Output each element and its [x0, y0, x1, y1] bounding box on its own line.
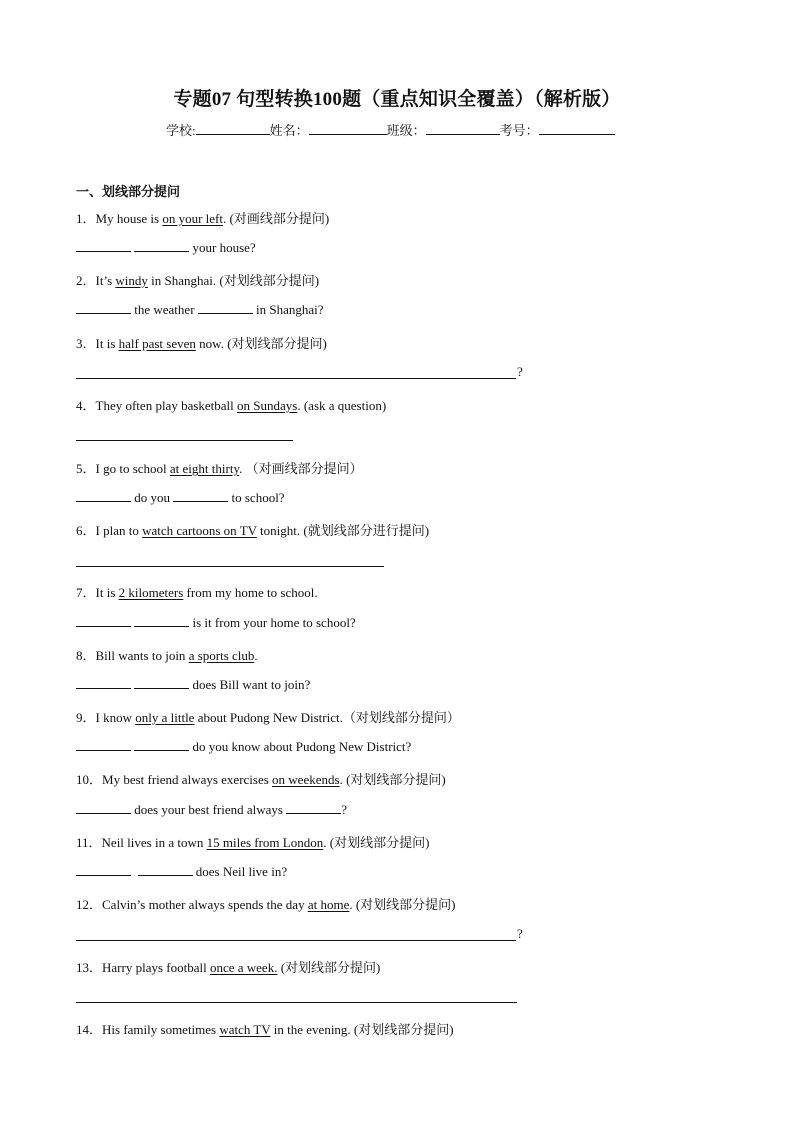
answer-5: do you to school? — [76, 489, 285, 506]
answer-blank[interactable] — [286, 801, 341, 814]
question-5: 5．I go to school at eight thirty. （对画线部分提问） — [76, 461, 363, 476]
underlined-phrase: watch cartoons on TV — [142, 523, 257, 538]
answer-blank[interactable] — [134, 738, 189, 751]
student-info-line — [166, 120, 615, 139]
answer-line-13[interactable] — [76, 1002, 517, 1003]
question-2: 2．It’s windy in Shanghai. (对划线部分提问) — [76, 273, 320, 288]
underlined-phrase: on your left — [162, 211, 223, 226]
question-9: 9．I know only a little about Pudong New District.（对划线部分提问） — [76, 710, 460, 725]
answer-blank[interactable] — [134, 676, 189, 689]
answer-blank[interactable] — [76, 801, 131, 814]
answer-2: the weather in Shanghai? — [76, 301, 324, 318]
underlined-phrase: watch TV — [219, 1022, 271, 1037]
exam-number-blank[interactable] — [539, 123, 615, 135]
school-label: 学校: — [166, 123, 196, 138]
school-blank[interactable] — [196, 123, 270, 135]
underlined-phrase: a sports club — [188, 648, 255, 663]
answer-line-12[interactable] — [76, 940, 516, 941]
exam-number-label: 考号： — [499, 123, 539, 138]
answer-12-qmark: ? — [517, 926, 523, 941]
question-10: 10．My best friend always exercises on weekends. (对划线部分提问) — [76, 772, 446, 787]
question-8: 8．Bill wants to join a sports club. — [76, 648, 258, 663]
class-blank[interactable] — [426, 123, 500, 135]
answer-11: does Neil live in? — [76, 863, 287, 880]
underlined-phrase: at eight thirty — [169, 461, 240, 476]
underlined-phrase: once a week. — [209, 960, 278, 975]
question-4: 4．They often play basketball on Sundays. (ask a question) — [76, 398, 387, 413]
underlined-phrase: windy — [115, 273, 148, 288]
answer-8: does Bill want to join? — [76, 676, 310, 693]
answer-blank[interactable] — [76, 489, 131, 502]
answer-3-qmark: ? — [517, 364, 523, 379]
question-7: 7．It is 2 kilometers from my home to school. — [76, 585, 318, 600]
answer-line-4[interactable] — [76, 440, 293, 441]
underlined-phrase: 15 miles from London — [206, 835, 324, 850]
underlined-phrase: at home — [307, 897, 350, 912]
answer-blank[interactable] — [138, 863, 193, 876]
answer-line-3[interactable] — [76, 378, 516, 379]
question-11: 11．Neil lives in a town 15 miles from London. (对划线部分提问) — [76, 835, 430, 850]
question-14: 14．His family sometimes watch TV in the evening. (对划线部分提问) — [76, 1022, 454, 1037]
answer-7: is it from your home to school? — [76, 614, 356, 631]
answer-blank[interactable] — [173, 489, 228, 502]
answer-blank[interactable] — [134, 614, 189, 627]
answer-1: your house? — [76, 239, 256, 256]
question-6: 6．I plan to watch cartoons on TV tonight. (就划线部分进行提问) — [76, 523, 430, 538]
answer-blank[interactable] — [76, 863, 131, 876]
answer-blank[interactable] — [76, 676, 131, 689]
question-1: 1．My house is on your left. (对画线部分提问) — [76, 211, 330, 226]
answer-9: do you know about Pudong New District? — [76, 738, 411, 755]
answer-blank[interactable] — [76, 239, 131, 252]
class-label: 班级： — [386, 123, 426, 138]
question-12: 12．Calvin’s mother always spends the day at home. (对划线部分提问) — [76, 897, 456, 912]
name-label: 姓名： — [269, 123, 309, 138]
answer-blank[interactable] — [198, 301, 253, 314]
underlined-phrase: half past seven — [118, 336, 196, 351]
answer-blank[interactable] — [76, 738, 131, 751]
answer-blank[interactable] — [134, 239, 189, 252]
section-heading: 一、划线部分提问 — [76, 184, 181, 199]
underlined-phrase: on Sundays — [237, 398, 298, 413]
answer-blank[interactable] — [76, 614, 131, 627]
question-3: 3．It is half past seven now. (对划线部分提问) — [76, 336, 327, 351]
page-title: 专题07 句型转换100题（重点知识全覆盖）（解析版） — [173, 89, 621, 110]
underlined-phrase: on weekends — [272, 772, 340, 787]
underlined-phrase: 2 kilometers — [118, 585, 184, 600]
name-blank[interactable] — [309, 123, 387, 135]
underlined-phrase: only a little — [135, 710, 195, 725]
answer-10: does your best friend always ? — [76, 801, 347, 818]
answer-blank[interactable] — [76, 301, 131, 314]
question-13: 13．Harry plays football once a week. (对划线部分提问) — [76, 960, 381, 975]
answer-line-6[interactable] — [76, 566, 384, 567]
